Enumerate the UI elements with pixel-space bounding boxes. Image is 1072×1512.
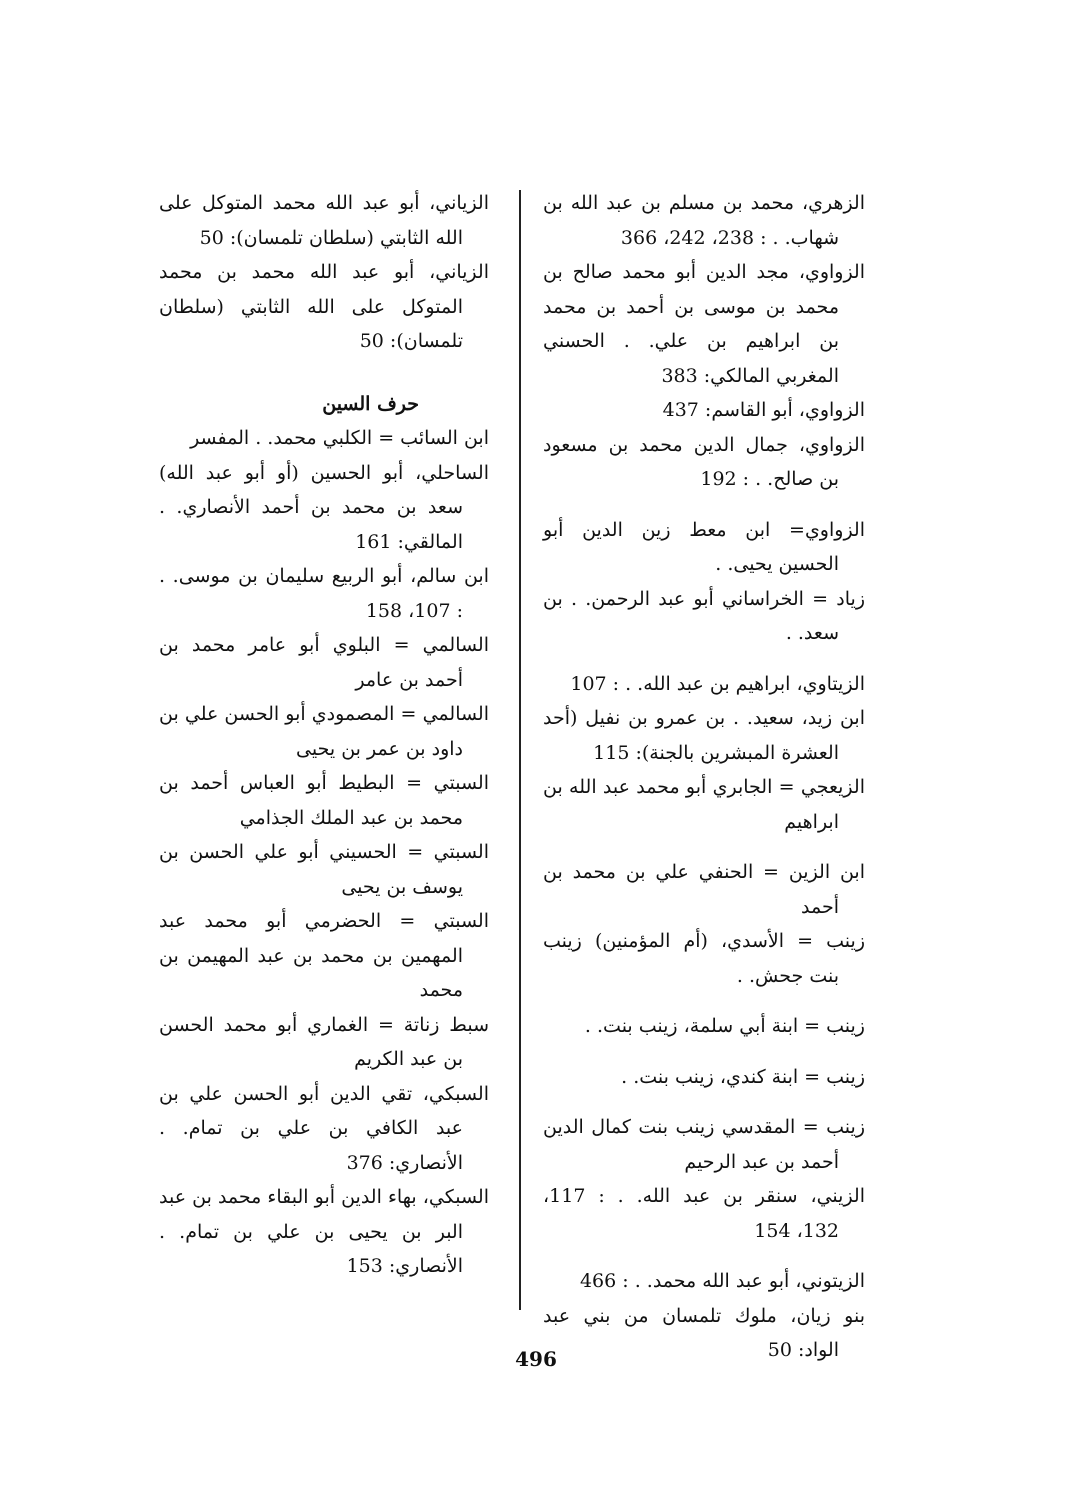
index-entry: الزواوي، مجد الدين أبو محمد صالح بن محمد بن موسى بن أحمد بن محمد بن ابراهيم بن علي. . الحسني المغربي المالكي: 383 [543, 261, 865, 387]
index-entry: الزيتوني، أبو عبد الله محمد. . : 466 [579, 1270, 865, 1292]
index-entry: الزيتاوي، ابراهيم بن عبد الله. . : 107 [570, 672, 865, 695]
index-entry: الزواوي، أبو القاسم: 437 [662, 399, 865, 421]
index-entry: زينب = الأسدي، (أم المؤمنين) زينب بنت جحش. . [543, 930, 865, 987]
index-entry: الزيعجي = الجابري أبو محمد عبد الله بن ابراهيم [543, 776, 865, 833]
index-entry: الزواوي، جمال الدين محمد بن مسعود بن صالح. . : 192 [543, 433, 865, 490]
index-entry: زينب = ابنة كندي، زينب بنت. . [621, 1065, 865, 1088]
left-column [159, 186, 489, 1284]
index-entry: زينب = المقدسي زينب بنت كمال الدين أحمد بن عبد الرحيم [543, 1116, 865, 1173]
page-number: 496 [515, 1347, 557, 1371]
section-heading: حرف السين [322, 392, 419, 415]
index-entry: ابن زيد، سعيد. . بن عمرو بن نفيل (أحد العشرة المبشرين بالجنة): 115 [543, 707, 865, 764]
index-entry: الزيني، سنقر بن عبد الله. . : 117، 132، 154 [543, 1185, 865, 1242]
index-entry: الزياني، أبو عبد الله محمد بن محمد المتوكل على الله الثابتي (سلطان تلمسان): 50 [159, 261, 489, 352]
index-entry: السبكي، تقي الدين أبو الحسن علي بن عبد الكافي بن علي بن تمام. . الأنصاري: 376 [159, 1082, 489, 1174]
index-entry: الزياني، أبو عبد الله محمد المتوكل على الله الثابتي (سلطان تلمسان): 50 [159, 192, 489, 249]
index-entry: ابن السائب = الكلبي محمد. . المفسر [190, 427, 489, 449]
index-entry: الساحلي، أبو الحسين (أو أبو عبد الله) سعد بن محمد بن أحمد الأنصاري. . المالقي: 161 [159, 461, 489, 553]
column-divider [519, 190, 521, 1310]
index-entry: السالمي = البلوي أبو عامر محمد بن أحمد بن عامر [159, 634, 489, 691]
index-entry: بنو زيان، ملوك تلمسان من بني عبد الواد: 50 [543, 1304, 865, 1361]
index-entry: السبتي = الحسيني أبو علي الحسن بن يوسف بن يحيى [159, 841, 489, 898]
index-entry: السبتي = الحضرمي أبو محمد عبد المهمين بن محمد بن عبد المهيمن بن محمد [159, 910, 489, 1001]
index-entry: السالمي = المصمودي أبو الحسن علي بن داود بن عمر بن يحيى [159, 703, 489, 760]
index-entry: السبكي، بهاء الدين أبو البقاء محمد بن عبد البر بن يحيى بن علي بن تمام. . الأنصاري: 153 [159, 1186, 489, 1277]
index-entry: سبط زناتة = الغماري أبو محمد الحسن بن عبد الكريم [159, 1013, 489, 1070]
index-entry: الزواوي= ابن معط زين الدين أبو الحسين يحيى. . [543, 518, 865, 575]
index-entry: السبتي = البطيط أبو العباس أحمد بن محمد بن عبد الملك الجذامي [159, 772, 489, 829]
index-entry: زينب = ابنة أبي سلمة، زينب بنت. . [584, 1015, 865, 1037]
index-entry: ابن الزين = الحنفي علي بن محمد بن أحمد [543, 861, 865, 918]
right-column [543, 186, 865, 1368]
index-entry: ابن سالم، أبو الربيع سليمان بن موسى. . : 107، 158 [159, 565, 489, 622]
index-entry: الزهري، محمد بن مسلم بن عبد الله بن شهاب. . : 238، 242، 366 [543, 192, 865, 249]
index-entry: زياد = الخراساني أبو عبد الرحمن. . بن سعد. . [543, 587, 865, 644]
